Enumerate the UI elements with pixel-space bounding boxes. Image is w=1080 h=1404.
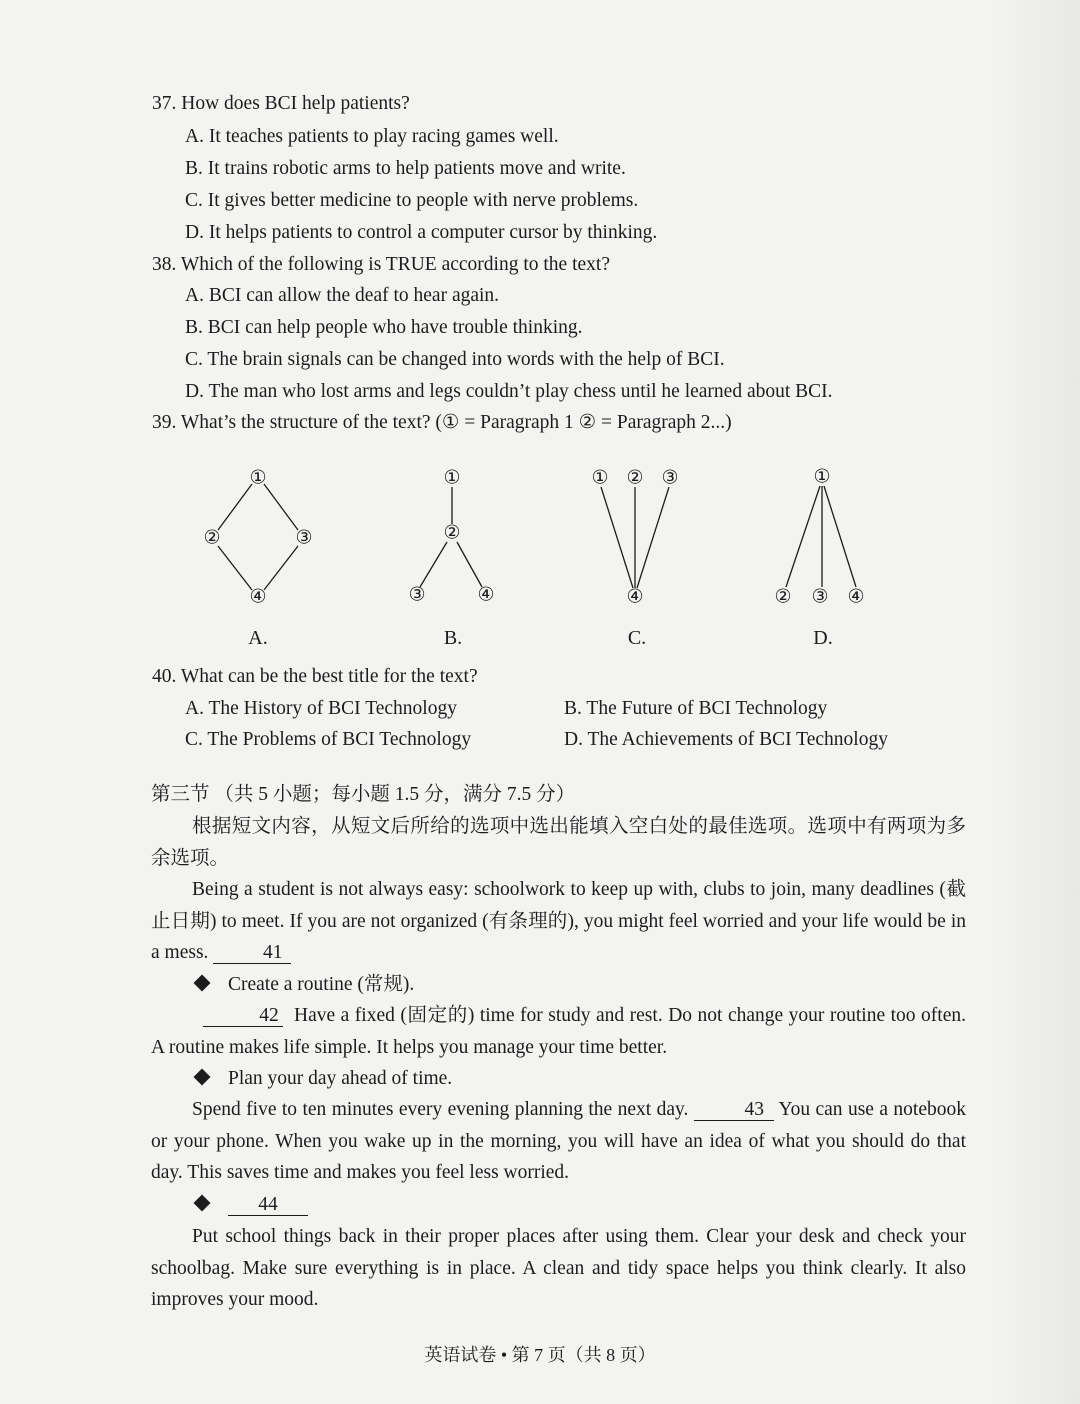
- passage-paragraph-1-text: Being a student is not always easy: schoolwork to keep up with, clubs to join, many deadlines (截止日期) to meet. If you are not organized (有条理的), you might feel worried and your life would be in a mess.: [151, 879, 966, 963]
- passage-paragraph-2: [151, 1000, 966, 1063]
- diagram-d-node-4: ④: [847, 586, 865, 608]
- diagram-c-edge: [601, 487, 633, 588]
- section3-instruction: 根据短文内容，从短文后所给的选项中选出能填入空白处的最佳选项。选项中有两项为多余选项。: [151, 816, 966, 869]
- diagram-d-edge: [786, 486, 820, 587]
- diamond-bullet-icon: [194, 1195, 211, 1212]
- diagram-a-edge: [218, 546, 252, 590]
- diagram-a-node-1: ①: [249, 467, 267, 489]
- q38-option-b: B. BCI can help people who have trouble thinking.: [185, 317, 583, 338]
- diagram-c-node-2: ②: [626, 467, 644, 489]
- diagram-label-c: C.: [627, 627, 647, 649]
- bullet-create-routine: [196, 973, 414, 997]
- diagram-d-edge: [824, 486, 856, 587]
- diagram-label-b: B.: [443, 627, 463, 649]
- diagram-c-edge: [637, 487, 669, 588]
- diagram-d-node-2: ②: [774, 586, 792, 608]
- passage-paragraph-4: Put school things back in their proper places after using them. Clear your desk and check your schoolbag. Make sure everything is in place. A clean and tidy space helps you think clearly. It also improves your mood.: [151, 1226, 966, 1310]
- diagram-d-node-3: ③: [811, 586, 829, 608]
- bullet-plan-day-text: Plan your day ahead of time.: [228, 1068, 453, 1089]
- q37-option-b: B. It trains robotic arms to help patients move and write.: [185, 158, 626, 179]
- diagram-b-node-1: ①: [443, 467, 461, 489]
- section3-heading: 第三节 （共 5 小题；每小题 1.5 分，满分 7.5 分）: [151, 784, 576, 805]
- passage-paragraph-2-text: Have a fixed (固定的) time for study and rest. Do not change your routine too often. A routine makes life simple. It helps you manage your time better.: [151, 1005, 966, 1058]
- blank-42: 42: [203, 1006, 283, 1027]
- diagram-b-node-3: ③: [408, 584, 426, 606]
- diagram-a-node-3: ③: [295, 527, 313, 549]
- q39-stem: 39. What’s the structure of the text? (① = Paragraph 1 ② = Paragraph 2...): [152, 412, 732, 433]
- bullet-plan-day: [196, 1067, 452, 1091]
- q38-option-d: D. The man who lost arms and legs couldn’t play chess until he learned about BCI.: [185, 381, 833, 402]
- diamond-bullet-icon: [194, 1069, 211, 1086]
- passage-paragraph-1: [151, 874, 966, 969]
- bullet-44: [196, 1193, 308, 1217]
- diagram-c-node-1: ①: [591, 467, 609, 489]
- q37-stem: 37. How does BCI help patients?: [152, 93, 410, 114]
- q40-option-d: D. The Achievements of BCI Technology: [564, 729, 888, 750]
- q40-option-c: C. The Problems of BCI Technology: [185, 729, 472, 750]
- blank-43: 43: [694, 1100, 774, 1121]
- bullet-create-routine-text: Create a routine (常规).: [228, 974, 415, 995]
- diagram-c-node-4: ④: [626, 586, 644, 608]
- q38-option-a: A. BCI can allow the deaf to hear again.: [185, 285, 500, 306]
- diagram-a-node-4: ④: [249, 586, 267, 608]
- q40-option-b: B. The Future of BCI Technology: [564, 698, 828, 719]
- q38-option-c: C. The brain signals can be changed into words with the help of BCI.: [185, 349, 725, 370]
- passage-paragraph-3-text-b: You can use a notebook or your phone. When you wake up in the morning, you will have an idea of what you should do that day. This saves time and makes you feel less worried.: [151, 1099, 966, 1183]
- q37-option-d: D. It helps patients to control a computer cursor by thinking.: [185, 222, 658, 243]
- diamond-bullet-icon: [194, 975, 211, 992]
- blank-44: 44: [228, 1195, 308, 1216]
- diagram-a-edge: [264, 484, 298, 530]
- diagram-b-edge: [457, 542, 482, 587]
- diagram-b-node-2: ②: [443, 522, 461, 544]
- diagram-a-node-2: ②: [203, 527, 221, 549]
- diagram-b-edge: [420, 542, 447, 587]
- diagram-a-edge: [218, 484, 252, 530]
- diagram-b-node-4: ④: [477, 584, 495, 606]
- passage-paragraph-3-text-a: Spend five to ten minutes every evening planning the next day.: [192, 1099, 689, 1120]
- q40-stem: 40. What can be the best title for the text?: [152, 666, 478, 687]
- diagram-label-a: A.: [248, 627, 268, 649]
- q37-option-a: A. It teaches patients to play racing games well.: [185, 126, 559, 147]
- q38-stem: 38. Which of the following is TRUE according to the text?: [152, 254, 610, 275]
- page-footer: 英语试卷 • 第 7 页（共 8 页）: [424, 1345, 656, 1365]
- passage-paragraph-3: [151, 1094, 966, 1189]
- q40-option-a: A. The History of BCI Technology: [185, 698, 457, 719]
- diagram-label-d: D.: [813, 627, 833, 649]
- diagram-a-edge: [264, 546, 298, 590]
- blank-41: 41: [213, 943, 291, 964]
- q37-option-c: C. It gives better medicine to people with nerve problems.: [185, 190, 639, 211]
- diagram-c-node-3: ③: [661, 467, 679, 489]
- diagram-d-node-1: ①: [813, 466, 831, 488]
